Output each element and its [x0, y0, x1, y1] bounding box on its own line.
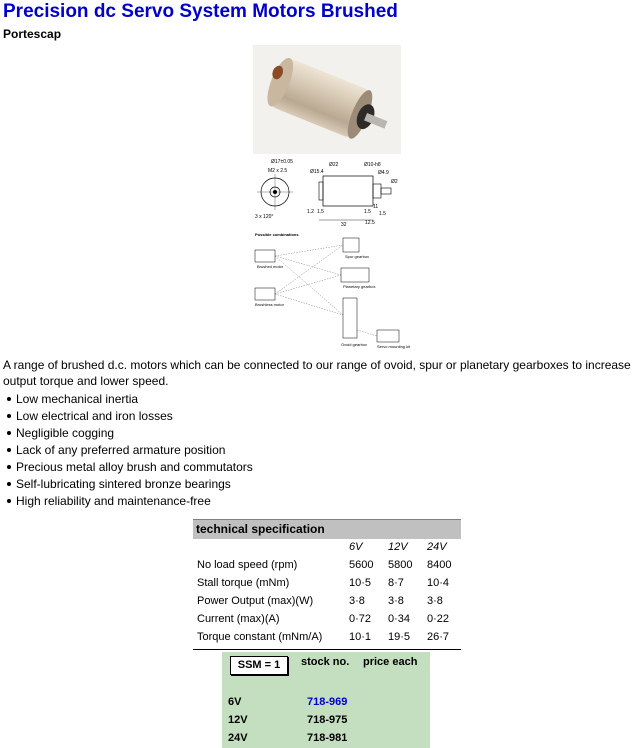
table-row: 12V 718-975: [228, 714, 348, 726]
combo-label: Brushed motor: [257, 264, 284, 269]
table-row: Torque constant (mNm/A) 10·1 19·5 26·7: [197, 631, 450, 643]
dim-label: Ø2: [391, 179, 398, 185]
table-row: Current (max)(A) 0·72 0·34 0·22: [197, 613, 450, 625]
table-row: No load speed (rpm) 5600 5800 8400: [197, 559, 452, 571]
dim-label: M2 x 2.5: [268, 168, 288, 174]
list-item: Low mechanical inertia: [3, 391, 253, 408]
table-row: Power Output (max)(W) 3·8 3·8 3·8: [197, 595, 443, 607]
stock-number: 718-981: [307, 732, 348, 744]
motor-photo: [253, 45, 401, 154]
table-row: Stall torque (mNm) 10·5 8·7 10·4: [197, 577, 450, 589]
dim-label: 1.2: [307, 209, 314, 215]
dimension-drawing: [253, 158, 403, 230]
bullet-icon: [7, 482, 11, 486]
spec-voltage-header: [193, 539, 461, 557]
list-item: Lack of any preferred armature position: [3, 442, 253, 459]
spec-table: [193, 519, 461, 650]
bullet-icon: [7, 431, 11, 435]
intro-text: A range of brushed d.c. motors which can be connected to our range of ovoid, spur or planetary gearboxes to increase output torque and lower speed.: [3, 358, 631, 388]
stock-link[interactable]: 718-969: [307, 696, 348, 708]
combinations-title: Possible combinations: [255, 232, 299, 237]
bullet-icon: [7, 465, 11, 469]
table-row: 6V 718-969: [228, 696, 348, 708]
bullet-icon: [7, 448, 11, 452]
dim-label: Ø4.9: [378, 170, 389, 176]
ssm-badge: SSM = 1: [230, 656, 288, 675]
dim-label: 32: [341, 222, 347, 228]
dim-label: 3 x 120°: [255, 214, 274, 220]
order-panel: [222, 652, 430, 748]
price-header: price each: [363, 656, 418, 668]
voltage-col-24v: 24V: [427, 541, 447, 553]
dim-label: Ø10-h8: [364, 162, 381, 168]
combo-label: Planetary gearbox: [343, 284, 376, 289]
feature-list: [3, 391, 253, 510]
stock-number: 718-975: [307, 714, 348, 726]
combo-label: Servo mounting kit: [377, 344, 411, 349]
page-title: Precision dc Servo System Motors Brushed: [3, 1, 398, 22]
list-item: High reliability and maintenance-free: [3, 493, 253, 510]
voltage-col-6v: 6V: [349, 541, 363, 553]
dim-label: 12.5: [365, 220, 375, 226]
bullet-icon: [7, 499, 11, 503]
combinations-diagram: [253, 230, 411, 356]
combo-label: Spur gearbox: [345, 254, 370, 259]
list-item: Precious metal alloy brush and commutators: [3, 459, 253, 476]
dim-label: Ø17±0.05: [271, 159, 293, 165]
bullet-icon: [7, 397, 11, 401]
spec-divider: [193, 649, 461, 650]
list-item: Low electrical and iron losses: [3, 408, 253, 425]
stock-header: stock no.: [301, 656, 350, 668]
dim-label: Ø15.4: [310, 169, 324, 175]
voltage-col-12v: 12V: [388, 541, 408, 553]
dim-label: 11: [373, 204, 379, 210]
table-row: 24V 718-981: [228, 732, 348, 744]
dim-label: 1.5: [364, 209, 371, 215]
brand-name: Portescap: [3, 27, 62, 41]
dim-label: Ø22: [329, 162, 339, 168]
list-item: Negligible cogging: [3, 425, 253, 442]
dim-label: 1.5: [317, 209, 324, 215]
list-item: Self-lubricating sintered bronze bearings: [3, 476, 253, 493]
spec-heading: technical specification: [193, 519, 461, 539]
combo-label: Brushless motor: [255, 302, 284, 307]
dim-label: 1.5: [379, 211, 386, 217]
combo-label: Ovoid gearbox: [341, 342, 368, 347]
bullet-icon: [7, 414, 11, 418]
